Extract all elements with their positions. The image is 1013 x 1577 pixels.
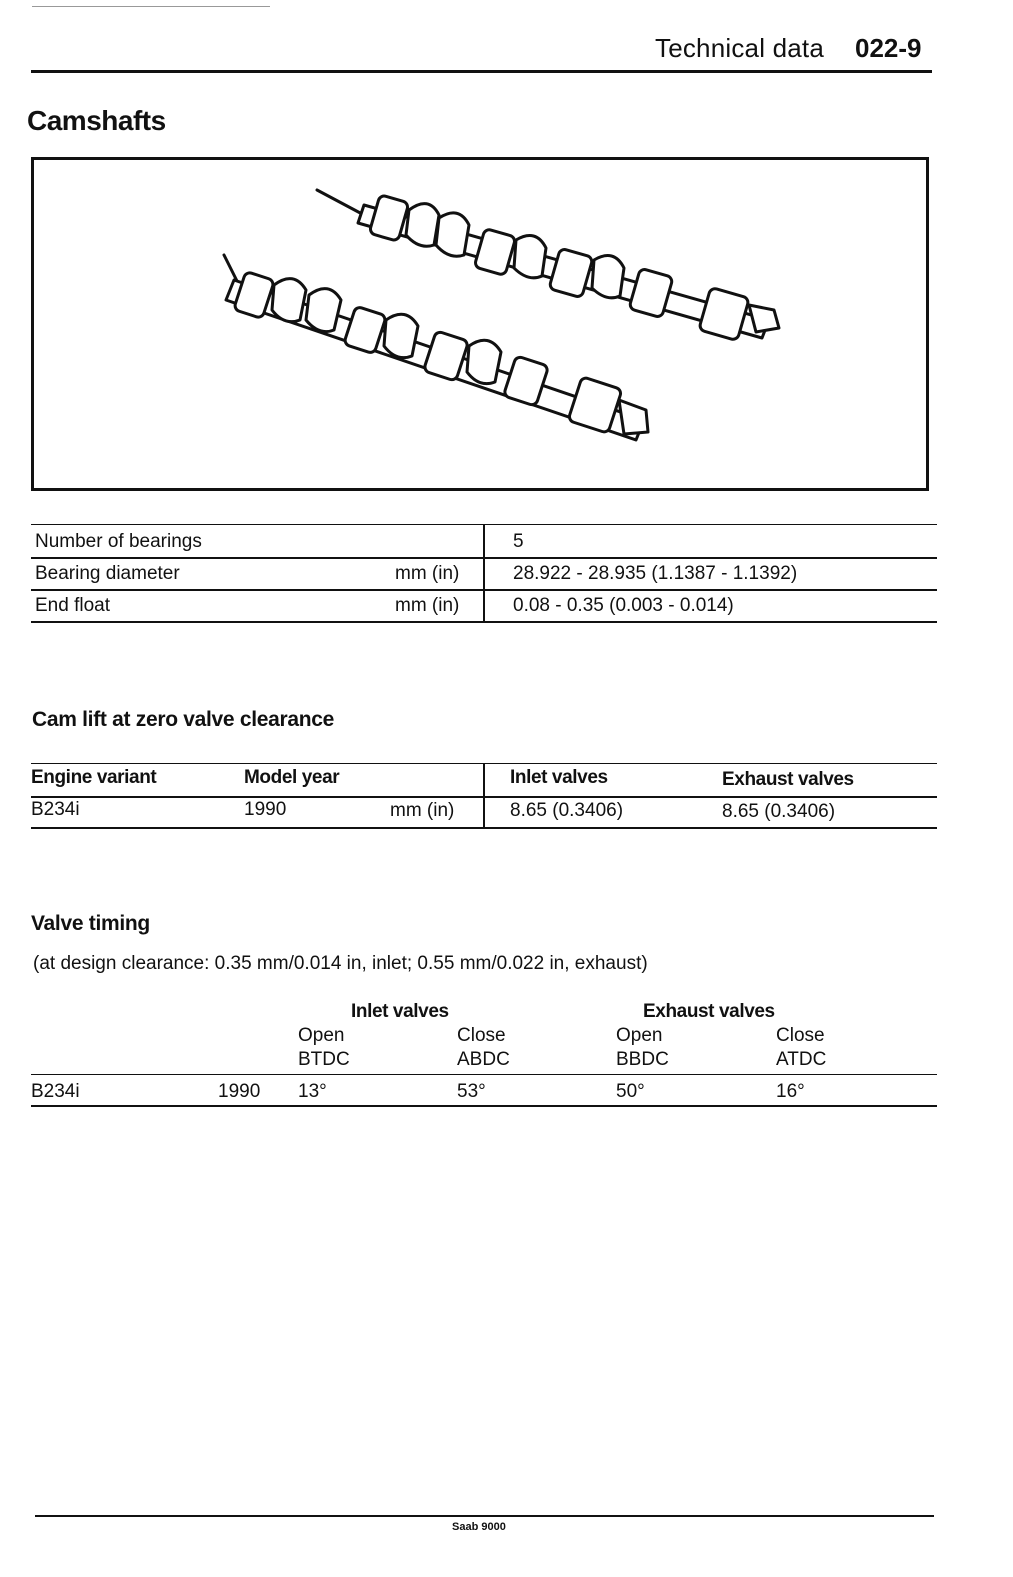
- valve-timing-title: Valve timing: [31, 912, 150, 935]
- footer-rule: [35, 1515, 934, 1517]
- timing-abdc-label: ABDC: [457, 1049, 510, 1070]
- cam-lift-unit: mm (in): [390, 800, 455, 821]
- cam-lift-exhaust: 8.65 (0.3406): [722, 801, 836, 822]
- timing-exhaust-header: Exhaust valves: [643, 1001, 775, 1022]
- bearings-value-2: 28.922 - 28.935 (1.1387 - 1.1392): [513, 563, 798, 584]
- bearings-label-2: Bearing diameter: [35, 563, 180, 584]
- header-title: Technical data: [655, 33, 825, 63]
- timing-atdc-label: ATDC: [776, 1049, 827, 1070]
- bearings-divider: [483, 524, 485, 623]
- timing-exhaust-close-label: Close: [776, 1025, 825, 1046]
- camshaft-figure: [31, 157, 929, 491]
- header-engine-variant: Engine variant: [31, 767, 157, 788]
- timing-inlet-close: 53°: [457, 1081, 486, 1102]
- timing-header-rule: [31, 1074, 937, 1075]
- top-faint-rule: [32, 6, 270, 7]
- timing-inlet-header: Inlet valves: [351, 1001, 449, 1022]
- header-inlet-valves: Inlet valves: [510, 767, 608, 788]
- valve-timing-subtitle: (at design clearance: 0.35 mm/0.014 in, inlet; 0.55 mm/0.022 in, exhaust): [33, 953, 648, 974]
- bearings-label-1: Number of bearings: [35, 531, 202, 552]
- header-model-year: Model year: [244, 767, 340, 788]
- cam-lift-divider: [483, 763, 485, 829]
- bearings-unit-3: mm (in): [395, 595, 460, 616]
- section-title: Camshafts: [27, 105, 166, 136]
- timing-inlet-close-label: Close: [457, 1025, 506, 1046]
- timing-inlet-open-label: Open: [298, 1025, 345, 1046]
- footer-text: Saab 9000: [452, 1521, 506, 1533]
- page-number: 022-9: [855, 33, 922, 63]
- timing-exhaust-open: 50°: [616, 1081, 645, 1102]
- timing-btdc-label: BTDC: [298, 1049, 350, 1070]
- timing-exhaust-open-label: Open: [616, 1025, 663, 1046]
- timing-bottom-rule: [31, 1105, 937, 1107]
- timing-inlet-open: 13°: [298, 1081, 327, 1102]
- bearings-label-3: End float: [35, 595, 110, 616]
- cam-lift-engine: B234i: [31, 799, 80, 820]
- header-exhaust-valves: Exhaust valves: [722, 769, 854, 790]
- bearings-value-1: 5: [513, 531, 524, 552]
- timing-bbdc-label: BBDC: [616, 1049, 669, 1070]
- timing-exhaust-close: 16°: [776, 1081, 805, 1102]
- timing-year: 1990: [218, 1081, 261, 1102]
- timing-engine: B234i: [31, 1081, 80, 1102]
- cam-lift-year: 1990: [244, 799, 287, 820]
- camshaft-pair-illustration-icon: [34, 160, 926, 488]
- header-rule: [31, 70, 932, 73]
- cam-lift-title: Cam lift at zero valve clearance: [32, 708, 335, 731]
- bearings-unit-2: mm (in): [395, 563, 460, 584]
- bearings-value-3: 0.08 - 0.35 (0.003 - 0.014): [513, 595, 734, 616]
- cam-lift-inlet: 8.65 (0.3406): [510, 800, 624, 821]
